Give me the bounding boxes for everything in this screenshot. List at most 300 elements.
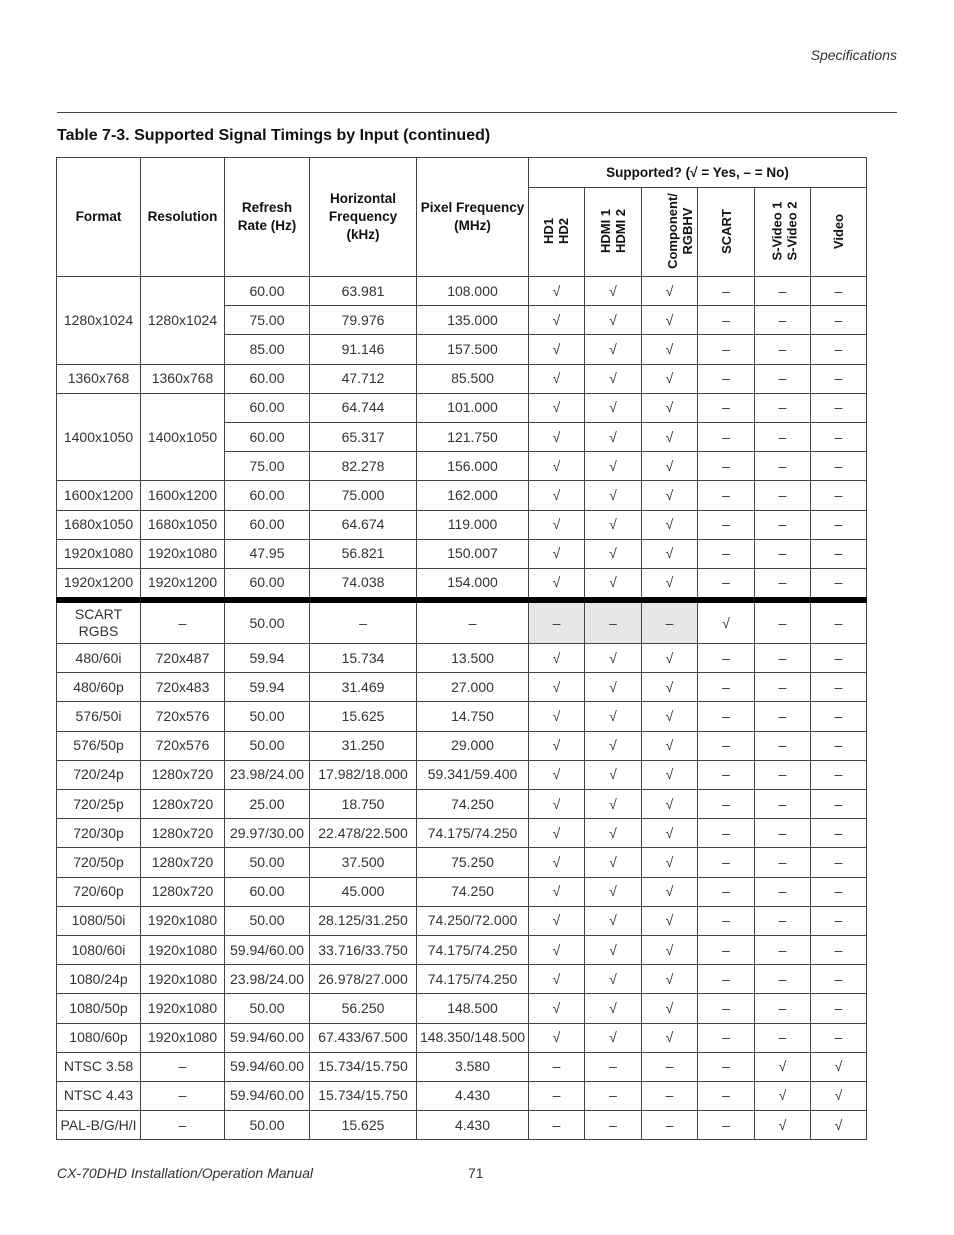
header-refresh-line1: Refresh: [241, 200, 293, 215]
hfreq-cell: 15.734/15.750: [310, 1052, 417, 1081]
hd-cell: √: [529, 1023, 585, 1052]
hfreq-cell: 28.125/31.250: [310, 906, 417, 935]
hd-cell: √: [529, 848, 585, 877]
pixel-cell: 4.430: [417, 1081, 529, 1110]
table-row: [57, 1023, 867, 1052]
scart-cell: –: [698, 906, 755, 935]
hd-cell: √: [529, 422, 585, 451]
header-video: [811, 188, 867, 277]
refresh-cell: 23.98/24.00: [225, 965, 310, 994]
table-row: [57, 673, 867, 702]
refresh-cell: 23.98/24.00: [225, 760, 310, 789]
header-hd: [529, 188, 585, 277]
hfreq-cell: 75.000: [310, 481, 417, 510]
comp-cell: √: [642, 848, 698, 877]
header-pixel-line2: (MHz): [454, 218, 491, 233]
format-cell: 720/25p: [57, 790, 141, 819]
pixel-cell: 74.175/74.250: [417, 819, 529, 848]
refresh-cell: 59.94/60.00: [225, 1052, 310, 1081]
hfreq-cell: 17.982/18.000: [310, 760, 417, 789]
header-svideo-line2: S-Video 2: [784, 201, 800, 261]
table-row: [57, 539, 867, 568]
pixel-cell: 74.250: [417, 877, 529, 906]
pixel-cell: 108.000: [417, 277, 529, 306]
comp-cell: √: [642, 539, 698, 568]
svideo-cell: –: [755, 1023, 811, 1052]
table-row: [57, 731, 867, 760]
video-cell: –: [811, 906, 867, 935]
refresh-cell: 29.97/30.00: [225, 819, 310, 848]
scart-cell: –: [698, 452, 755, 481]
header-scart-label: SCART: [718, 209, 734, 254]
table-row: [57, 393, 867, 422]
scart-cell: –: [698, 935, 755, 964]
refresh-cell: 59.94/60.00: [225, 1081, 310, 1110]
pixel-cell: 3.580: [417, 1052, 529, 1081]
hd-cell: √: [529, 568, 585, 600]
header-supported: Supported? (√ = Yes, – = No): [529, 158, 867, 188]
table-row: [57, 848, 867, 877]
video-cell: –: [811, 760, 867, 789]
video-cell: –: [811, 452, 867, 481]
hdmi-cell: √: [585, 877, 642, 906]
hdmi-cell: √: [585, 906, 642, 935]
hd-cell: √: [529, 452, 585, 481]
hdmi-cell: √: [585, 539, 642, 568]
format-cell: PAL-B/G/H/I: [57, 1111, 141, 1140]
comp-cell: –: [642, 1081, 698, 1110]
table-row: [57, 965, 867, 994]
resolution-cell: –: [141, 1081, 225, 1110]
comp-cell: √: [642, 731, 698, 760]
resolution-cell: 1920x1080: [141, 539, 225, 568]
scart-cell: –: [698, 1111, 755, 1140]
hdmi-cell: √: [585, 760, 642, 789]
table-row: [57, 906, 867, 935]
table-row: [57, 935, 867, 964]
hd-cell: √: [529, 306, 585, 335]
scart-cell: –: [698, 790, 755, 819]
resolution-cell: 1920x1080: [141, 935, 225, 964]
format-cell: NTSC 4.43: [57, 1081, 141, 1110]
format-cell: 1920x1080: [57, 539, 141, 568]
scart-cell: –: [698, 1081, 755, 1110]
scart-cell: –: [698, 393, 755, 422]
resolution-cell: 1920x1080: [141, 994, 225, 1023]
hfreq-cell: 26.978/27.000: [310, 965, 417, 994]
table-row: [57, 568, 867, 600]
header-video-label: Video: [831, 213, 847, 250]
pixel-cell: 59.341/59.400: [417, 760, 529, 789]
refresh-cell: 60.00: [225, 568, 310, 600]
refresh-cell: 50.00: [225, 1111, 310, 1140]
signal-timings-table: [56, 157, 867, 1140]
comp-cell: √: [642, 644, 698, 673]
scart-cell: –: [698, 819, 755, 848]
refresh-cell: 60.00: [225, 510, 310, 539]
footer-manual-title: CX-70DHD Installation/Operation Manual: [57, 1165, 314, 1181]
header-comp-line1: Component/: [664, 193, 680, 269]
hd-cell: √: [529, 644, 585, 673]
comp-cell: √: [642, 760, 698, 789]
hfreq-cell: –: [310, 600, 417, 644]
hdmi-cell: √: [585, 568, 642, 600]
comp-cell: √: [642, 819, 698, 848]
svideo-cell: –: [755, 452, 811, 481]
video-cell: √: [811, 1081, 867, 1110]
refresh-cell: 59.94/60.00: [225, 935, 310, 964]
svideo-cell: –: [755, 994, 811, 1023]
table-row: [57, 760, 867, 789]
header-component: [642, 188, 698, 277]
pixel-cell: 75.250: [417, 848, 529, 877]
table-row: [57, 1081, 867, 1110]
header-pixel-line1: Pixel Frequency: [420, 200, 525, 215]
comp-cell: √: [642, 422, 698, 451]
hd-cell: √: [529, 906, 585, 935]
hfreq-cell: 15.625: [310, 702, 417, 731]
scart-cell: –: [698, 568, 755, 600]
scart-cell: –: [698, 760, 755, 789]
video-cell: √: [811, 1111, 867, 1140]
hd-cell: √: [529, 364, 585, 393]
refresh-cell: 59.94: [225, 644, 310, 673]
format-cell: 1680x1050: [57, 510, 141, 539]
video-cell: √: [811, 1052, 867, 1081]
hfreq-cell: 31.469: [310, 673, 417, 702]
hd-cell: √: [529, 965, 585, 994]
hfreq-cell: 65.317: [310, 422, 417, 451]
format-cell: 480/60p: [57, 673, 141, 702]
video-cell: –: [811, 965, 867, 994]
pixel-cell: 148.500: [417, 994, 529, 1023]
comp-cell: √: [642, 335, 698, 364]
format-cell: 1920x1200: [57, 568, 141, 600]
refresh-cell: 60.00: [225, 422, 310, 451]
format-cell: SCART RGBS: [57, 600, 141, 644]
comp-cell: √: [642, 702, 698, 731]
table-row: [57, 644, 867, 673]
format-cell: 1280x1024: [57, 277, 141, 365]
pixel-cell: 154.000: [417, 568, 529, 600]
hdmi-cell: √: [585, 848, 642, 877]
refresh-cell: 59.94/60.00: [225, 1023, 310, 1052]
hdmi-cell: √: [585, 422, 642, 451]
resolution-cell: 720x576: [141, 731, 225, 760]
header-hdmi-line1: HDMI 1: [598, 208, 613, 254]
refresh-cell: 25.00: [225, 790, 310, 819]
video-cell: –: [811, 510, 867, 539]
hdmi-cell: –: [585, 600, 642, 644]
hdmi-cell: √: [585, 306, 642, 335]
hd-cell: √: [529, 702, 585, 731]
hd-cell: √: [529, 481, 585, 510]
pixel-cell: 74.250/72.000: [417, 906, 529, 935]
table-row: [57, 481, 867, 510]
refresh-cell: 50.00: [225, 731, 310, 760]
table-row: [57, 1052, 867, 1081]
format-cell: 720/60p: [57, 877, 141, 906]
hdmi-cell: √: [585, 452, 642, 481]
resolution-cell: 1280x1024: [141, 277, 225, 365]
svideo-cell: –: [755, 364, 811, 393]
hdmi-cell: √: [585, 965, 642, 994]
format-cell: 576/50p: [57, 731, 141, 760]
resolution-cell: –: [141, 1052, 225, 1081]
svideo-cell: –: [755, 306, 811, 335]
svideo-cell: –: [755, 277, 811, 306]
svideo-cell: –: [755, 393, 811, 422]
video-cell: –: [811, 819, 867, 848]
hdmi-cell: √: [585, 731, 642, 760]
resolution-cell: –: [141, 600, 225, 644]
refresh-cell: 75.00: [225, 306, 310, 335]
header-svideo-line1: S-Video 1: [769, 201, 785, 261]
hfreq-cell: 91.146: [310, 335, 417, 364]
resolution-cell: 1920x1200: [141, 568, 225, 600]
resolution-cell: 720x483: [141, 673, 225, 702]
format-cell: 1400x1050: [57, 393, 141, 481]
resolution-cell: 1280x720: [141, 848, 225, 877]
hd-cell: √: [529, 994, 585, 1023]
hd-cell: √: [529, 510, 585, 539]
header-hdmi-line2: HDMI 2: [613, 208, 628, 254]
hdmi-cell: √: [585, 277, 642, 306]
video-cell: –: [811, 539, 867, 568]
svideo-cell: √: [755, 1052, 811, 1081]
resolution-cell: 1280x720: [141, 790, 225, 819]
hfreq-cell: 22.478/22.500: [310, 819, 417, 848]
svideo-cell: –: [755, 731, 811, 760]
hdmi-cell: √: [585, 994, 642, 1023]
hfreq-cell: 31.250: [310, 731, 417, 760]
header-hd-line1: HD1: [541, 217, 557, 245]
header-hdmi: [585, 188, 642, 277]
pixel-cell: 119.000: [417, 510, 529, 539]
resolution-cell: 720x576: [141, 702, 225, 731]
refresh-cell: 50.00: [225, 906, 310, 935]
format-cell: 1080/50p: [57, 994, 141, 1023]
header-resolution: Resolution: [141, 158, 225, 277]
video-cell: –: [811, 994, 867, 1023]
hd-cell: √: [529, 731, 585, 760]
comp-cell: √: [642, 452, 698, 481]
scart-cell: –: [698, 277, 755, 306]
hfreq-cell: 15.734/15.750: [310, 1081, 417, 1110]
resolution-cell: 1600x1200: [141, 481, 225, 510]
format-cell: 1080/50i: [57, 906, 141, 935]
hd-cell: √: [529, 935, 585, 964]
hfreq-cell: 37.500: [310, 848, 417, 877]
comp-cell: √: [642, 906, 698, 935]
hd-cell: –: [529, 1052, 585, 1081]
hd-cell: √: [529, 877, 585, 906]
hfreq-cell: 82.278: [310, 452, 417, 481]
hdmi-cell: √: [585, 935, 642, 964]
refresh-cell: 60.00: [225, 277, 310, 306]
svideo-cell: –: [755, 819, 811, 848]
comp-cell: √: [642, 877, 698, 906]
header-pixel-frequency: [417, 158, 529, 277]
format-cell: 720/50p: [57, 848, 141, 877]
refresh-cell: 85.00: [225, 335, 310, 364]
svideo-cell: –: [755, 877, 811, 906]
pixel-cell: 150.007: [417, 539, 529, 568]
refresh-cell: 50.00: [225, 702, 310, 731]
scart-cell: –: [698, 644, 755, 673]
format-cell: 1080/60p: [57, 1023, 141, 1052]
scart-cell: –: [698, 539, 755, 568]
video-cell: –: [811, 277, 867, 306]
comp-cell: –: [642, 1111, 698, 1140]
comp-cell: –: [642, 1052, 698, 1081]
format-cell: 480/60i: [57, 644, 141, 673]
header-refresh: [225, 158, 310, 277]
header-hfreq-line3: (kHz): [346, 227, 380, 242]
hd-cell: √: [529, 673, 585, 702]
svideo-cell: –: [755, 539, 811, 568]
resolution-cell: 1280x720: [141, 819, 225, 848]
hfreq-cell: 56.821: [310, 539, 417, 568]
scart-cell: √: [698, 600, 755, 644]
table-row: [57, 994, 867, 1023]
pixel-cell: 74.250: [417, 790, 529, 819]
hfreq-cell: 74.038: [310, 568, 417, 600]
table-title: Table 7-3. Supported Signal Timings by Input (continued): [57, 127, 491, 144]
hfreq-cell: 67.433/67.500: [310, 1023, 417, 1052]
comp-cell: √: [642, 277, 698, 306]
hdmi-cell: √: [585, 702, 642, 731]
video-cell: –: [811, 731, 867, 760]
resolution-cell: 1920x1080: [141, 906, 225, 935]
comp-cell: √: [642, 994, 698, 1023]
hdmi-cell: √: [585, 481, 642, 510]
hdmi-cell: √: [585, 510, 642, 539]
hdmi-cell: √: [585, 1023, 642, 1052]
svideo-cell: –: [755, 510, 811, 539]
comp-cell: √: [642, 306, 698, 335]
format-cell: 1080/24p: [57, 965, 141, 994]
refresh-cell: 75.00: [225, 452, 310, 481]
refresh-cell: 50.00: [225, 600, 310, 644]
scart-cell: –: [698, 1052, 755, 1081]
header-svideo: [755, 188, 811, 277]
comp-cell: √: [642, 673, 698, 702]
header-comp-line2: RGBHV: [679, 207, 695, 255]
refresh-cell: 60.00: [225, 481, 310, 510]
svideo-cell: –: [755, 702, 811, 731]
hfreq-cell: 47.712: [310, 364, 417, 393]
svideo-cell: –: [755, 790, 811, 819]
header-refresh-line2: Rate (Hz): [237, 218, 297, 233]
hdmi-cell: –: [585, 1081, 642, 1110]
resolution-cell: 1920x1080: [141, 965, 225, 994]
video-cell: –: [811, 790, 867, 819]
scart-cell: –: [698, 481, 755, 510]
refresh-cell: 50.00: [225, 848, 310, 877]
pixel-cell: 121.750: [417, 422, 529, 451]
pixel-cell: –: [417, 600, 529, 644]
video-cell: –: [811, 306, 867, 335]
table-body: [57, 277, 867, 1140]
hfreq-cell: 79.976: [310, 306, 417, 335]
running-header: Specifications: [810, 47, 897, 63]
scart-cell: –: [698, 673, 755, 702]
scart-cell: –: [698, 994, 755, 1023]
scart-cell: –: [698, 702, 755, 731]
video-cell: –: [811, 702, 867, 731]
svideo-cell: –: [755, 481, 811, 510]
hd-cell: √: [529, 335, 585, 364]
hd-cell: √: [529, 539, 585, 568]
hdmi-cell: √: [585, 335, 642, 364]
refresh-cell: 60.00: [225, 393, 310, 422]
pixel-cell: 4.430: [417, 1111, 529, 1140]
format-cell: NTSC 3.58: [57, 1052, 141, 1081]
format-cell: 1080/60i: [57, 935, 141, 964]
pixel-cell: 135.000: [417, 306, 529, 335]
format-cell: 720/30p: [57, 819, 141, 848]
hd-cell: √: [529, 393, 585, 422]
hd-cell: √: [529, 760, 585, 789]
resolution-cell: 1280x720: [141, 760, 225, 789]
resolution-cell: 720x487: [141, 644, 225, 673]
comp-cell: √: [642, 481, 698, 510]
hd-cell: √: [529, 277, 585, 306]
scart-cell: –: [698, 965, 755, 994]
table-row: [57, 702, 867, 731]
resolution-cell: 1680x1050: [141, 510, 225, 539]
header-horizontal-frequency: [310, 158, 417, 277]
svideo-cell: –: [755, 422, 811, 451]
svideo-cell: –: [755, 600, 811, 644]
refresh-cell: 47.95: [225, 539, 310, 568]
video-cell: –: [811, 848, 867, 877]
refresh-cell: 60.00: [225, 877, 310, 906]
refresh-cell: 60.00: [225, 364, 310, 393]
svideo-cell: –: [755, 848, 811, 877]
resolution-cell: 1280x720: [141, 877, 225, 906]
scart-cell: –: [698, 1023, 755, 1052]
resolution-cell: 1400x1050: [141, 393, 225, 481]
scart-cell: –: [698, 306, 755, 335]
hd-cell: √: [529, 790, 585, 819]
hd-cell: –: [529, 1111, 585, 1140]
video-cell: –: [811, 568, 867, 600]
scart-cell: –: [698, 364, 755, 393]
svideo-cell: –: [755, 965, 811, 994]
comp-cell: √: [642, 364, 698, 393]
table-row: [57, 790, 867, 819]
pixel-cell: 148.350/148.500: [417, 1023, 529, 1052]
scart-cell: –: [698, 848, 755, 877]
svideo-cell: –: [755, 568, 811, 600]
hdmi-cell: √: [585, 644, 642, 673]
video-cell: –: [811, 935, 867, 964]
hdmi-cell: √: [585, 364, 642, 393]
hfreq-cell: 63.981: [310, 277, 417, 306]
comp-cell: √: [642, 935, 698, 964]
scart-cell: –: [698, 731, 755, 760]
video-cell: –: [811, 393, 867, 422]
comp-cell: √: [642, 568, 698, 600]
hfreq-cell: 56.250: [310, 994, 417, 1023]
pixel-cell: 85.500: [417, 364, 529, 393]
hdmi-cell: √: [585, 393, 642, 422]
hfreq-cell: 64.674: [310, 510, 417, 539]
refresh-cell: 50.00: [225, 994, 310, 1023]
scart-cell: –: [698, 335, 755, 364]
